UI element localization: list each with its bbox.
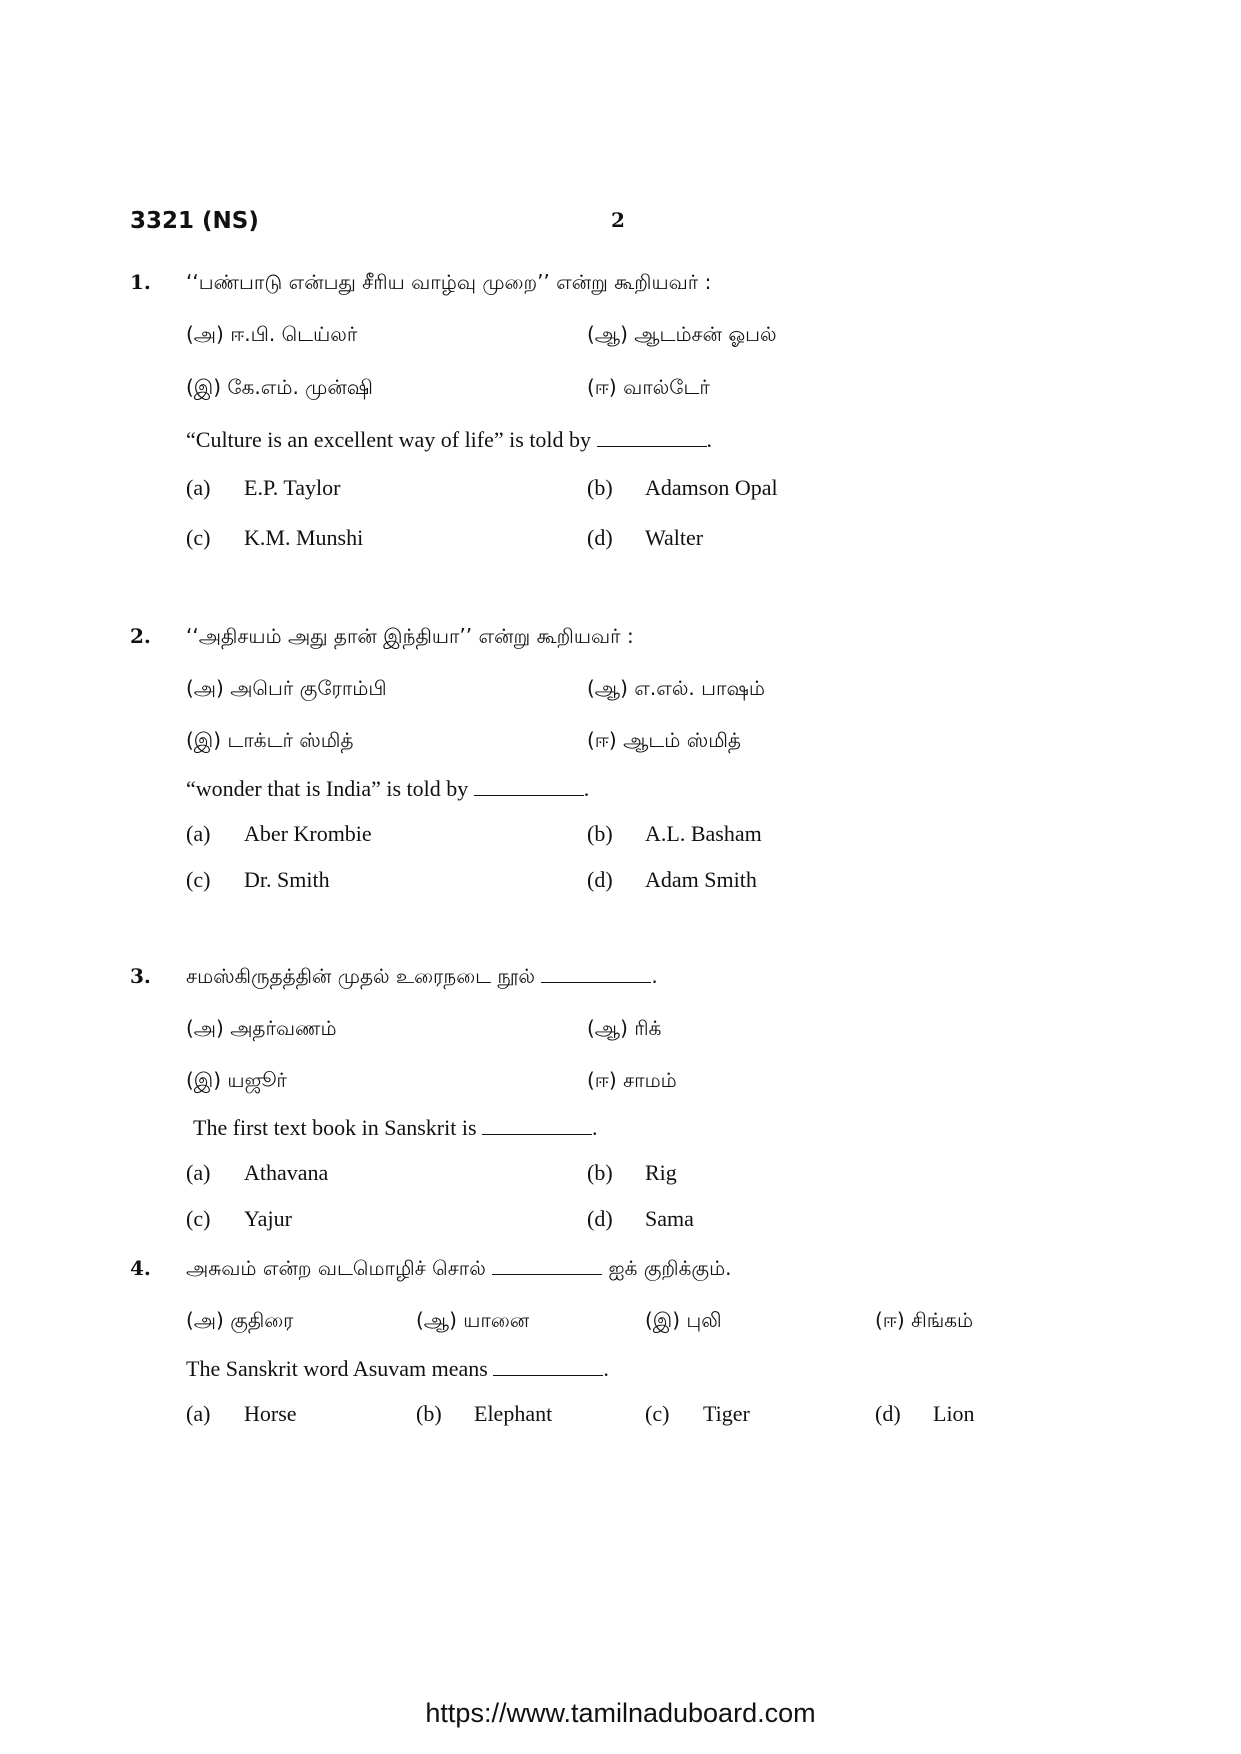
q3-option-d-label: (d) bbox=[587, 1206, 613, 1231]
q3-tamil-option-c: (இ) யஜூர் bbox=[186, 1068, 287, 1092]
question-3-tamil bbox=[186, 964, 658, 991]
q3-option-c-label: (c) bbox=[186, 1206, 211, 1231]
footer-url: https://www.tamilnaduboard.com bbox=[425, 1698, 816, 1728]
q3-option-a-label: (a) bbox=[186, 1160, 211, 1185]
q4-tamil-option-d: (ஈ) சிங்கம் bbox=[875, 1308, 974, 1332]
question-4-tamil bbox=[186, 1256, 732, 1283]
question-2-number: 2. bbox=[130, 624, 151, 648]
q4-option-b-text: Elephant bbox=[474, 1401, 553, 1426]
q2-tamil-option-d: (ஈ) ஆடம் ஸ்மித் bbox=[587, 728, 741, 752]
question-1-number: 1. bbox=[130, 270, 151, 294]
q2-tamil-option-c: (இ) டாக்டர் ஸ்மித் bbox=[186, 728, 354, 752]
q2-option-b-text: A.L. Basham bbox=[645, 821, 762, 846]
page-number: 2 bbox=[611, 208, 625, 232]
q4-option-b-label: (b) bbox=[416, 1401, 442, 1426]
q1-option-c-text: K.M. Munshi bbox=[244, 525, 364, 550]
q1-tamil-option-d: (ஈ) வால்டேர் bbox=[587, 375, 710, 399]
paper-code: 3321 (NS) bbox=[130, 208, 259, 234]
q1-option-c-label: (c) bbox=[186, 525, 211, 550]
q1-tamil-option-a: (அ) ஈ.பி. டெய்லர் bbox=[186, 322, 358, 346]
question-3-tamil-text: சமஸ்கிருதத்தின் முதல் உரைநடை நூல் bbox=[186, 964, 535, 988]
question-2-tamil: ‘‘அதிசயம் அது தான் இந்தியா’’ என்று கூறியவர் : bbox=[186, 624, 634, 648]
question-2-end: . bbox=[583, 776, 590, 801]
q4-option-a-text: Horse bbox=[244, 1401, 297, 1426]
q3-tamil-option-b: (ஆ) ரிக் bbox=[587, 1016, 662, 1040]
q2-option-d-label: (d) bbox=[587, 867, 613, 892]
question-1-english-text: “Culture is an excellent way of life” is told by bbox=[186, 427, 592, 452]
q3-tamil-option-d: (ஈ) சாமம் bbox=[587, 1068, 677, 1092]
q1-tamil-option-c: (இ) கே.எம். முன்ஷி bbox=[186, 375, 373, 399]
q3-option-d-text: Sama bbox=[645, 1206, 694, 1231]
question-3-number: 3. bbox=[130, 964, 151, 988]
q3-option-c-text: Yajur bbox=[244, 1206, 292, 1231]
answer-blank bbox=[541, 964, 651, 983]
q2-tamil-option-b: (ஆ) எ.எல். பாஷம் bbox=[587, 676, 765, 700]
question-1-tamil: ‘‘பண்பாடு என்பது சீரிய வாழ்வு முறை’’ என்று கூறியவர் : bbox=[186, 270, 712, 294]
q3-tamil-option-a: (அ) அதர்வணம் bbox=[186, 1016, 337, 1040]
q3-option-b-label: (b) bbox=[587, 1160, 613, 1185]
question-3-english bbox=[193, 1115, 598, 1141]
q4-tamil-option-c: (இ) புலி bbox=[645, 1308, 722, 1332]
q2-option-b-label: (b) bbox=[587, 821, 613, 846]
q4-option-c-label: (c) bbox=[645, 1401, 670, 1426]
question-1-english bbox=[186, 427, 712, 453]
q2-option-d-text: Adam Smith bbox=[645, 867, 757, 892]
q1-option-d-text: Walter bbox=[645, 525, 704, 550]
q4-option-a-label: (a) bbox=[186, 1401, 211, 1426]
question-4-end: . bbox=[603, 1356, 609, 1381]
q2-tamil-option-a: (அ) அபெர் குரோம்பி bbox=[186, 676, 387, 700]
q3-option-a-text: Athavana bbox=[244, 1160, 329, 1185]
q4-option-c-text: Tiger bbox=[703, 1401, 750, 1426]
q3-option-b-text: Rig bbox=[645, 1160, 677, 1185]
q2-option-c-text: Dr. Smith bbox=[244, 867, 330, 892]
q4-tamil-option-b: (ஆ) யானை bbox=[416, 1308, 530, 1332]
q4-option-d-label: (d) bbox=[875, 1401, 901, 1426]
q1-option-b-text: Adamson Opal bbox=[645, 475, 778, 500]
q1-tamil-option-b: (ஆ) ஆடம்சன் ஓபல் bbox=[587, 322, 777, 346]
q2-option-c-label: (c) bbox=[186, 867, 211, 892]
question-2-english bbox=[186, 776, 589, 802]
q1-option-d-label: (d) bbox=[587, 525, 613, 550]
q1-option-a-text: E.P. Taylor bbox=[244, 475, 341, 500]
q4-option-d-text: Lion bbox=[933, 1401, 975, 1426]
question-1-end: . bbox=[706, 427, 713, 452]
question-3-english-text: The first text book in Sanskrit is bbox=[193, 1115, 477, 1140]
question-4-english-text: The Sanskrit word Asuvam means bbox=[186, 1356, 488, 1381]
q2-option-a-label: (a) bbox=[186, 821, 211, 846]
question-4-number: 4. bbox=[130, 1256, 151, 1280]
q4-tamil-option-a: (அ) குதிரை bbox=[186, 1308, 294, 1332]
answer-blank bbox=[492, 1256, 602, 1275]
question-4-tamil-end: ஐக் குறிக்கும். bbox=[608, 1256, 732, 1280]
question-4-tamil-text: அசுவம் என்ற வடமொழிச் சொல் bbox=[186, 1256, 486, 1280]
answer-blank bbox=[493, 1357, 603, 1376]
answer-blank bbox=[482, 1116, 592, 1135]
q1-option-a-label: (a) bbox=[186, 475, 211, 500]
answer-blank bbox=[474, 777, 584, 796]
question-3-tamil-end: . bbox=[651, 964, 658, 988]
q2-option-a-text: Aber Krombie bbox=[244, 821, 372, 846]
question-3-end: . bbox=[592, 1115, 598, 1140]
question-4-english bbox=[186, 1356, 609, 1382]
answer-blank bbox=[597, 428, 707, 447]
q1-option-b-label: (b) bbox=[587, 475, 613, 500]
question-2-english-text: “wonder that is India” is told by bbox=[186, 776, 469, 801]
